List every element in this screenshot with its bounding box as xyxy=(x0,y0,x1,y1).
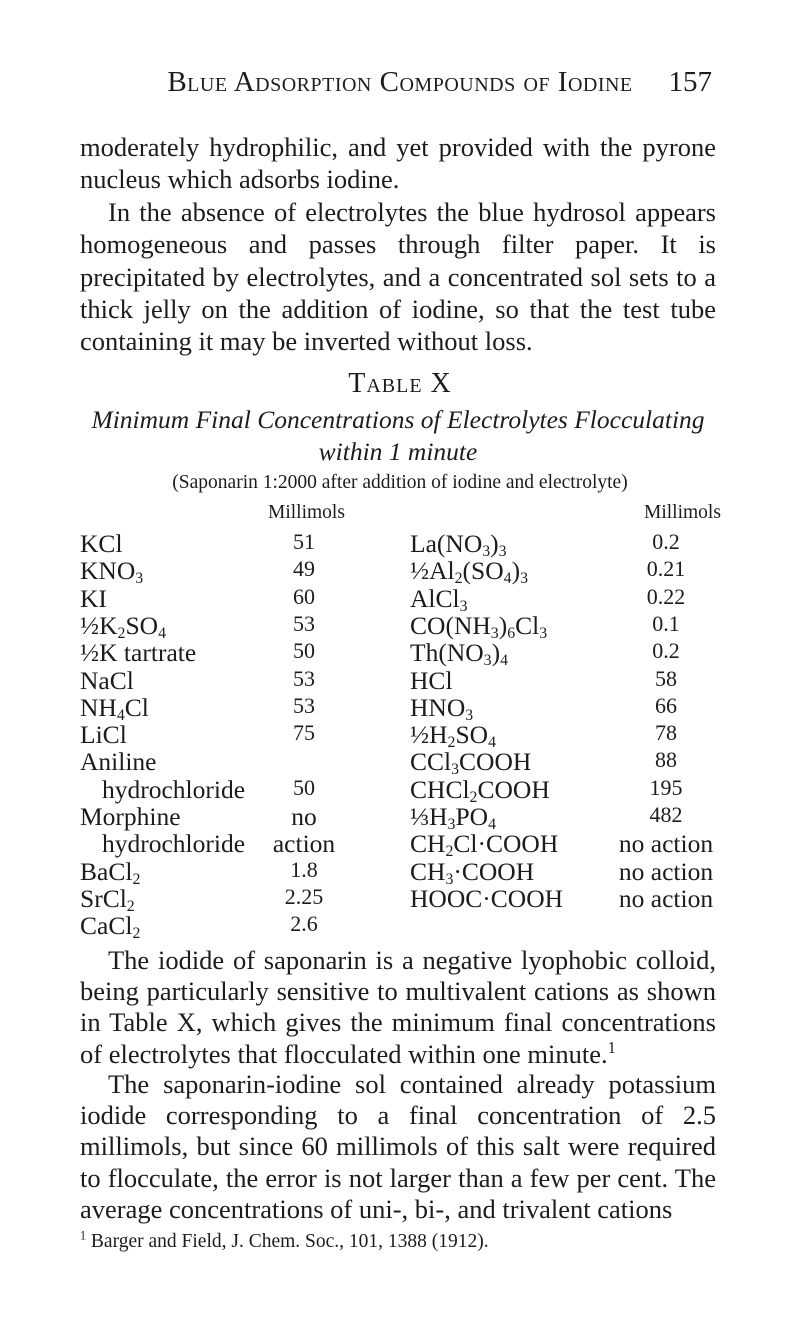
electrolyte-name: CHCl$_2$COOH xyxy=(410,774,550,806)
concentration-value: 50 xyxy=(293,774,315,800)
concentration-value: 2.25 xyxy=(284,883,324,909)
concentration-value: 75 xyxy=(293,720,315,746)
electrolyte-name: hydrochloride xyxy=(102,774,246,804)
electrolyte-name: CCl$_3$COOH xyxy=(410,747,532,779)
footnote-marker: 1 xyxy=(80,1228,87,1243)
electrolyte-name: $CO(NH_3)_6Cl_3$ xyxy=(410,610,548,642)
electrolyte-name: $\frac{1}{2}H_2SO_4$ xyxy=(410,720,496,752)
electrolyte-name: Aniline xyxy=(80,747,157,777)
concentration-value: 2.6 xyxy=(290,911,318,937)
electrolyte-name: $La(NO_3)_3$ xyxy=(410,529,507,560)
electrolyte-name: $CH_2Cl\cdot COOH$ xyxy=(410,829,559,861)
electrolyte-name: $HNO_3$ xyxy=(410,692,474,724)
running-title: Blue Adsorption Compounds of Iodine xyxy=(167,66,633,98)
concentration-value: 78 xyxy=(655,720,677,746)
concentration-value: 0.2 xyxy=(652,529,680,554)
electrolyte-name: BaCl$_2$ xyxy=(80,856,141,888)
column-unit-right: Millimols xyxy=(644,502,721,523)
concentration-value: 482 xyxy=(649,802,683,827)
electrolyte-name: SrCl$_2$ xyxy=(80,883,135,915)
concentration-value: 1.8 xyxy=(290,856,318,882)
paragraph-2 xyxy=(80,196,716,357)
paragraph-1: moderately hydrophilic, and yet provided with the pyrone nucleus which adsorbs iodine. xyxy=(80,132,716,195)
concentration-value: 60 xyxy=(293,583,315,609)
electrolyte-name: ½K tartrate xyxy=(80,638,197,668)
concentration-value: action xyxy=(272,829,336,859)
concentration-value: no xyxy=(291,802,317,831)
column-unit-left: Millimols xyxy=(268,502,345,523)
footnote xyxy=(80,1228,716,1253)
concentration-value: 51 xyxy=(293,529,315,554)
concentration-value: 195 xyxy=(649,774,683,800)
concentration-value: 0.22 xyxy=(646,583,686,609)
table-heading: Table X xyxy=(348,368,452,399)
concentration-value: 0.2 xyxy=(652,638,680,664)
electrolyte-name: LiCl xyxy=(80,720,127,750)
electrolyte-name: CaCl$_2$ xyxy=(80,911,141,943)
electrolyte-name: $\frac{1}{3}H_3PO_4$ xyxy=(410,802,496,833)
electrolyte-name: KCl xyxy=(80,529,123,558)
concentration-value: 88 xyxy=(655,747,677,773)
page-number: 157 xyxy=(668,66,712,98)
table-note: (Saponarin 1:2000 after addition of iodine and electrolyte) xyxy=(172,472,628,493)
electrolyte-name: AlCl$_3$ xyxy=(410,583,468,615)
concentration-value: no action xyxy=(618,883,714,913)
paragraph-4-text: The saponarin-iodine sol contained already potassium iodide corresponding to a final concentration of 2.5 millimols, but since 60 millimols of this salt were required to flocculate, the error is not larger than a few per cent. The average concentrations of uni-, bi-, and trivalent cations xyxy=(80,1069,716,1224)
concentration-value: 53 xyxy=(293,692,315,718)
paragraph-4 xyxy=(80,1069,716,1225)
electrolyte-name: NaCl xyxy=(80,665,134,695)
footnote-reference: 1 xyxy=(607,1037,616,1057)
paragraph-3 xyxy=(80,945,716,1070)
concentration-value: 50 xyxy=(293,638,315,664)
table-caption: Minimum Final Concentrations of Electrolytes Flocculating within 1 minute xyxy=(91,405,705,466)
footnote-text: Barger and Field, J. Chem. Soc., 101, 1388 (1912). xyxy=(90,1231,489,1252)
paragraph-2-text: In the absence of electrolytes the blue hydrosol appears homogeneous and passes through filter paper. It is precipitated by electrolytes, and a concentrated sol sets to a thick jelly on the addition of iodine, so that the test tube containing it may be inverted without loss. xyxy=(80,197,716,357)
electrolyte-name: $Th(NO_3)_4$ xyxy=(410,638,508,670)
electrolyte-name: $NH_4Cl$ xyxy=(80,692,149,724)
concentration-value: 53 xyxy=(293,665,315,691)
concentration-value: 0.21 xyxy=(646,556,686,582)
concentration-value: 66 xyxy=(655,692,677,718)
electrolyte-name: HCl xyxy=(410,665,453,695)
electrolyte-name: $CH_3\cdot COOH$ xyxy=(410,856,535,888)
electrolyte-name: HOOC·COOH xyxy=(410,883,564,913)
concentration-value: 58 xyxy=(655,665,677,691)
concentration-value: no action xyxy=(618,856,714,886)
concentration-value: 53 xyxy=(293,610,315,636)
running-head xyxy=(0,66,800,106)
electrolyte-name: $\frac{1}{2}Al_2(SO_4)_3$ xyxy=(410,556,528,588)
electrolyte-name: $\frac{1}{2}K_2SO_4$ xyxy=(80,610,166,642)
electrolyte-name: $KNO_3$ xyxy=(80,556,144,588)
concentration-value: no action xyxy=(618,829,714,859)
electrolyte-name: hydrochloride xyxy=(102,829,246,859)
concentration-value: 49 xyxy=(293,556,315,582)
paragraph-3-text: The iodide of saponarin is a negative lyophobic colloid, being particularly sensitive to multivalent cations as shown in Table X, which gives the minimum final concentrations of electrolytes that flocculated within one minute. xyxy=(80,945,716,1069)
concentration-value: 0.1 xyxy=(652,610,680,636)
electrolyte-name: Morphine xyxy=(80,802,181,831)
electrolyte-name: KI xyxy=(80,583,107,613)
